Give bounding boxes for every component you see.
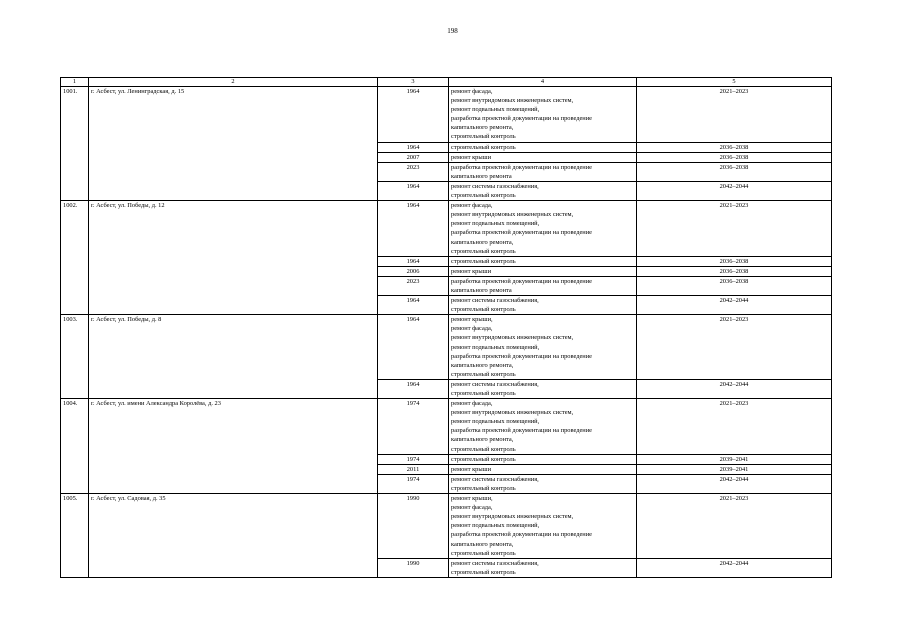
period-cell: 2021–2023 <box>637 315 832 380</box>
work-item: строительный контроль <box>451 390 516 397</box>
work-item: разработка проектной документации на проведение <box>451 352 592 360</box>
work-item: разработка проектной документации на проведение <box>451 229 592 237</box>
work-item: ремонт системы газоснабжения, <box>451 380 539 388</box>
period-cell: 2036–2038 <box>637 142 832 152</box>
period-cell: 2039–2041 <box>637 464 832 474</box>
work-item: строительный контроль <box>451 306 516 314</box>
year-cell: 2006 <box>378 266 449 276</box>
work-item: ремонт подвальных помещений, <box>451 522 540 530</box>
header-cell-num: 1 <box>61 78 89 87</box>
period-cell: 2021–2023 <box>637 494 832 559</box>
work-item: строительный контроль <box>451 257 516 265</box>
work-item: ремонт системы газоснабжения, <box>451 182 539 190</box>
work-item: ремонт внутридомовых инженерных систем, <box>451 513 574 521</box>
period-cell: 2036–2038 <box>637 256 832 266</box>
period-cell: 2036–2038 <box>637 266 832 276</box>
work-item: ремонт крыши <box>451 153 492 161</box>
works-cell <box>449 152 637 162</box>
work-item: разработка проектной документации на проведение <box>451 277 592 285</box>
works-cell <box>449 162 637 181</box>
work-item: строительный контроль <box>451 568 516 576</box>
work-item: ремонт внутридомовых инженерных систем, <box>451 211 574 219</box>
year-cell: 1964 <box>378 181 449 200</box>
work-item: ремонт крыши <box>451 465 492 473</box>
year-cell: 1974 <box>378 399 449 455</box>
work-item: строительный контроль <box>451 370 516 378</box>
work-item: разработка проектной документации на проведение <box>451 163 592 171</box>
address-cell: г. Асбест, ул. Победы, д. 8 <box>89 315 378 399</box>
address-cell: г. Асбест, ул. Садовая, д. 35 <box>89 494 378 578</box>
page-number: 198 <box>447 27 458 35</box>
record-number: 1002. <box>61 201 89 315</box>
table-row <box>61 201 832 257</box>
works-cell <box>449 87 637 143</box>
address-cell: г. Асбест, ул. имени Александра Королёва, д. 23 <box>89 399 378 494</box>
work-item: строительный контроль <box>451 192 516 200</box>
period-cell: 2036–2038 <box>637 162 832 181</box>
work-item: капитального ремонта, <box>451 540 514 548</box>
header-cell-year: 3 <box>378 78 449 87</box>
works-cell <box>449 454 637 464</box>
period-cell: 2042–2044 <box>637 558 832 577</box>
year-cell: 1974 <box>378 474 449 493</box>
year-cell: 1964 <box>378 87 449 143</box>
work-item: капитального ремонта, <box>451 436 514 444</box>
work-item: капитального ремонта, <box>451 124 514 132</box>
address-cell: г. Асбест, ул. Победы, д. 12 <box>89 201 378 315</box>
work-item: разработка проектной документации на проведение <box>451 531 592 539</box>
year-cell: 2023 <box>378 276 449 295</box>
record-number: 1004. <box>61 399 89 494</box>
works-cell <box>449 399 637 455</box>
header-cell-address: 2 <box>89 78 378 87</box>
work-item: ремонт подвальных помещений, <box>451 418 540 426</box>
period-cell: 2042–2044 <box>637 296 832 315</box>
year-cell: 1974 <box>378 454 449 464</box>
work-item: ремонт внутридомовых инженерных систем, <box>451 97 574 105</box>
table-row <box>61 315 832 380</box>
record-number: 1001. <box>61 87 89 201</box>
period-cell: 2036–2038 <box>637 152 832 162</box>
work-item: ремонт системы газоснабжения, <box>451 559 539 567</box>
year-cell: 1964 <box>378 142 449 152</box>
work-item: строительный контроль <box>451 549 516 557</box>
work-item: ремонт фасада, <box>451 88 493 95</box>
work-item: ремонт внутридомовых инженерных систем, <box>451 409 574 417</box>
year-cell: 1964 <box>378 201 449 257</box>
works-cell <box>449 296 637 315</box>
work-item: ремонт фасада, <box>451 504 493 512</box>
header-cell-works: 4 <box>449 78 637 87</box>
period-cell: 2036–2038 <box>637 276 832 295</box>
works-cell <box>449 494 637 559</box>
year-cell: 1990 <box>378 494 449 559</box>
work-item: строительный контроль <box>451 133 516 141</box>
period-cell: 2039–2041 <box>637 454 832 464</box>
works-cell <box>449 315 637 380</box>
work-item: капитального ремонта <box>451 286 512 294</box>
work-item: капитального ремонта, <box>451 361 514 369</box>
header-cell-period: 5 <box>637 78 832 87</box>
works-cell <box>449 558 637 577</box>
record-number: 1005. <box>61 494 89 578</box>
year-cell: 2011 <box>378 464 449 474</box>
period-cell: 2021–2023 <box>637 87 832 143</box>
work-item: ремонт подвальных помещений, <box>451 220 540 228</box>
work-item: ремонт крыши, <box>451 316 493 324</box>
works-cell <box>449 276 637 295</box>
works-cell <box>449 201 637 257</box>
period-cell: 2021–2023 <box>637 201 832 257</box>
works-cell <box>449 379 637 398</box>
work-item: ремонт внутридомовых инженерных систем, <box>451 334 574 342</box>
work-item: ремонт подвальных помещений, <box>451 343 540 351</box>
work-item: капитального ремонта, <box>451 238 514 246</box>
year-cell: 1990 <box>378 558 449 577</box>
period-cell: 2042–2044 <box>637 181 832 200</box>
work-item: ремонт крыши <box>451 267 492 275</box>
works-cell <box>449 142 637 152</box>
table-row <box>61 399 832 455</box>
year-cell: 1964 <box>378 315 449 380</box>
repair-schedule-table <box>60 77 832 578</box>
table-row <box>61 87 832 143</box>
works-cell <box>449 464 637 474</box>
works-cell <box>449 266 637 276</box>
work-item: разработка проектной документации на проведение <box>451 115 592 123</box>
year-cell: 1964 <box>378 256 449 266</box>
work-item: строительный контроль <box>451 484 516 492</box>
year-cell: 1964 <box>378 296 449 315</box>
period-cell: 2021–2023 <box>637 399 832 455</box>
work-item: ремонт подвальных помещений, <box>451 106 540 114</box>
works-cell <box>449 474 637 493</box>
period-cell: 2042–2044 <box>637 379 832 398</box>
year-cell: 2007 <box>378 152 449 162</box>
record-number: 1003. <box>61 315 89 399</box>
work-item: строительный контроль <box>451 247 516 255</box>
period-cell: 2042–2044 <box>637 474 832 493</box>
table-row <box>61 494 832 559</box>
header-row <box>61 78 832 87</box>
work-item: разработка проектной документации на проведение <box>451 427 592 435</box>
year-cell: 2023 <box>378 162 449 181</box>
work-item: ремонт фасада, <box>451 400 493 408</box>
work-item: капитального ремонта <box>451 172 512 180</box>
work-item: ремонт системы газоснабжения, <box>451 297 539 305</box>
work-item: ремонт крыши, <box>451 495 493 503</box>
work-item: строительный контроль <box>451 143 516 151</box>
works-cell <box>449 256 637 266</box>
works-cell <box>449 181 637 200</box>
year-cell: 1964 <box>378 379 449 398</box>
work-item: ремонт фасада, <box>451 325 493 333</box>
work-item: ремонт фасада, <box>451 202 493 210</box>
work-item: ремонт системы газоснабжения, <box>451 475 539 483</box>
work-item: строительный контроль <box>451 455 516 463</box>
work-item: строительный контроль <box>451 445 516 453</box>
address-cell: г. Асбест, ул. Ленинградская, д. 15 <box>89 87 378 201</box>
